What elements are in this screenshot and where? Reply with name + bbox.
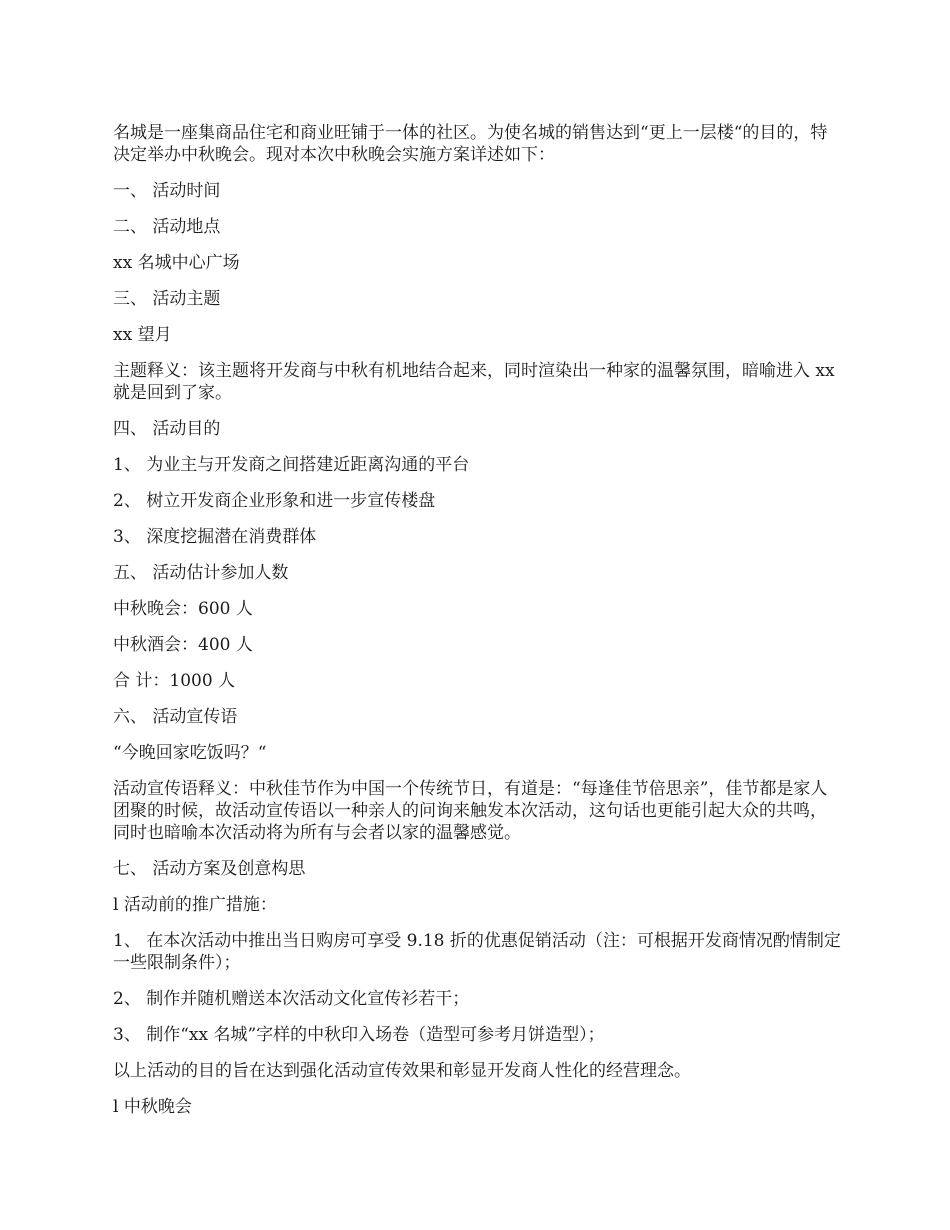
subheading-promotion: l 活动前的推广措施： — [113, 895, 277, 915]
purpose-item: 1、 为业主与开发商之间搭建近距离沟通的平台 — [113, 455, 470, 475]
slogan-explanation: 活动宣传语释义：中秋佳节作为中国一个传统节日，有道是：“每逢佳节倍思亲”，佳节都是家人团聚的时候，故活动宣传语以一种亲人的问询来触发本次活动，这句话也更能引起大众的共鸣，同时也暗喻本次活动将为所有与会者以家的温馨感觉。 — [113, 779, 828, 843]
purpose-item: 3、 深度挖掘潜在消费群体 — [113, 527, 317, 547]
theme-text: xx 望月 — [113, 325, 172, 345]
promotion-item: 2、 制作并随机赠送本次活动文化宣传衫若干； — [113, 989, 470, 1009]
section-heading-attendance: 五、 活动估计参加人数 — [113, 563, 289, 583]
purpose-item: 2、 树立开发商企业形象和进一步宣传楼盘 — [113, 491, 436, 511]
promotion-item: 3、 制作“xx 名城”字样的中秋印入场卷（造型可参考月饼造型）； — [113, 1025, 605, 1045]
attendance-total: 合 计：1000 人 — [113, 671, 236, 691]
section-heading-plan: 七、 活动方案及创意构思 — [113, 859, 306, 879]
section-heading-theme: 三、 活动主题 — [113, 289, 221, 309]
section-heading-slogan: 六、 活动宣传语 — [113, 707, 238, 727]
subheading-gala: l 中秋晚会 — [113, 1097, 192, 1117]
document-body — [113, 122, 843, 1132]
slogan-text: “今晚回家吃饭吗？“ — [113, 743, 267, 763]
promotion-item: 1、 在本次活动中推出当日购房可享受 9.18 折的优惠促销活动（注：可根据开发商情况酌情制定一些限制条件）； — [113, 931, 841, 973]
section-heading-time: 一、 活动时间 — [113, 181, 221, 201]
promotion-summary: 以上活动的目的旨在达到强化活动宣传效果和彰显开发商人性化的经营理念。 — [113, 1061, 691, 1081]
section-heading-location: 二、 活动地点 — [113, 217, 221, 237]
theme-explanation: 主题释义：该主题将开发商与中秋有机地结合起来，同时渲染出一种家的温馨氛围，暗喻进入 xx 就是回到了家。 — [113, 361, 835, 403]
location-text: xx 名城中心广场 — [113, 253, 240, 273]
attendance-item: 中秋晚会：600 人 — [113, 599, 253, 619]
attendance-item: 中秋酒会：400 人 — [113, 635, 253, 655]
intro-paragraph: 名城是一座集商品住宅和商业旺铺于一体的社区。为使名城的销售达到“更上一层楼“的目的，特决定举办中秋晚会。现对本次中秋晚会实施方案详述如下： — [113, 123, 828, 165]
section-heading-purpose: 四、 活动目的 — [113, 419, 221, 439]
